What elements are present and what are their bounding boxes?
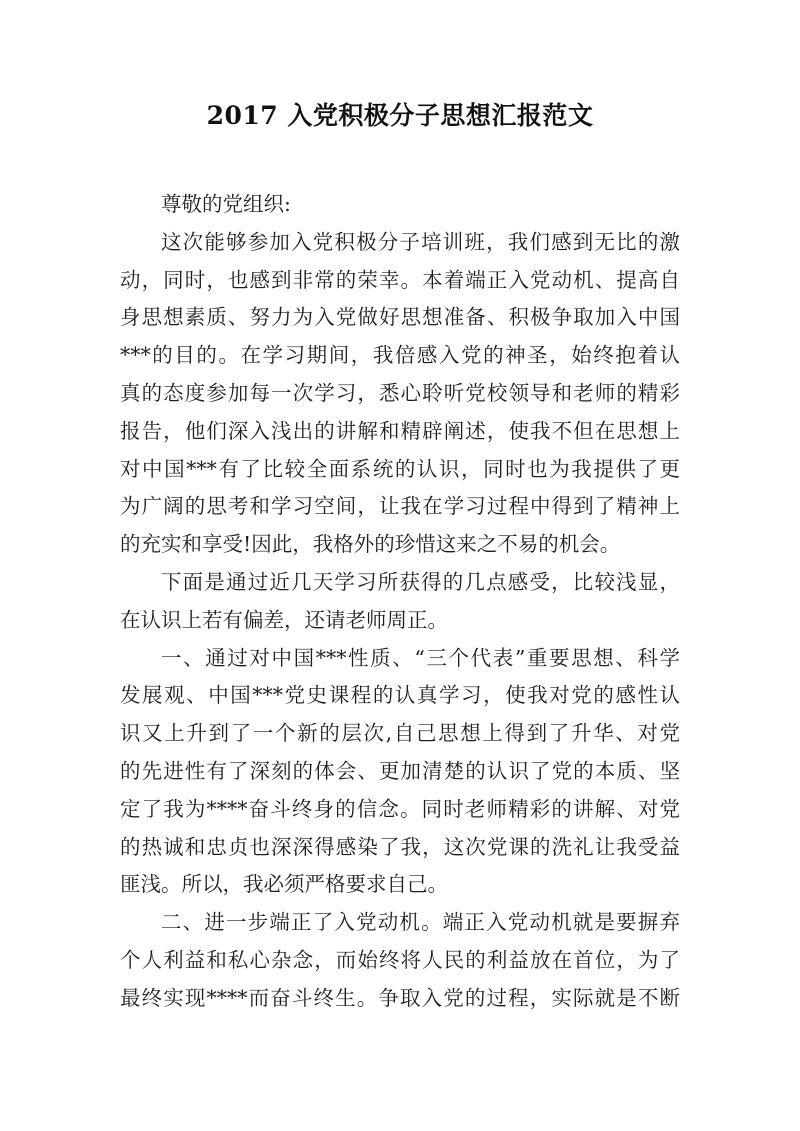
paragraph-line: 在认识上若有偏差，还请老师周正。 (120, 607, 448, 632)
paragraph-line: 这次能够参加入党积极分子培训班，我们感到无比的激 (161, 229, 680, 254)
paragraph-line: 的充实和享受!因此，我格外的珍惜这来之不易的机会。 (120, 532, 621, 557)
paragraph-line: 的先进性有了深刻的体会、更加清楚的认识了党的本质、坚 (120, 758, 680, 783)
document-body (120, 186, 680, 1018)
paragraph-line: 识又上升到了一个新的层次,自己思想上得到了升华、对党 (120, 721, 680, 746)
paragraph-line: 个人利益和私心杂念，而始终将人民的利益放在首位，为了 (120, 947, 680, 972)
paragraph-line: 身思想素质、努力为入党做好思想准备、积极争取加入中国 (120, 305, 680, 330)
paragraph-line: 最终实现****而奋斗终生。争取入党的过程，实际就是不断 (120, 985, 680, 1010)
paragraph-line: 为广阔的思考和学习空间，让我在学习过程中得到了精神上 (120, 494, 680, 519)
salutation: 尊敬的党组织: (161, 192, 291, 216)
paragraph-3 (120, 640, 680, 905)
paragraph-line: 报告，他们深入浅出的讲解和精辟阐述，使我不但在思想上 (120, 418, 680, 443)
paragraph-4 (120, 904, 680, 1017)
paragraph-line: ***的目的。在学习期间，我倍感入党的神圣，始终抱着认 (120, 343, 680, 368)
paragraph-1 (120, 224, 680, 564)
paragraph-line: 对中国***有了比较全面系统的认识，同时也为我提供了更 (120, 456, 680, 481)
document-title: 2017 入党积极分子思想汇报范文 (206, 101, 594, 130)
paragraph-line: 二、进一步端正了入党动机。端正入党动机就是要摒弃 (161, 910, 680, 935)
paragraph-2 (120, 564, 680, 640)
paragraph-line: 动，同时，也感到非常的荣幸。本着端正入党动机、提高自 (120, 267, 680, 292)
paragraph-line: 下面是通过近几天学习所获得的几点感受，比较浅显， (161, 569, 680, 594)
paragraph-line: 发展观、中国***党史课程的认真学习，使我对党的感性认 (120, 683, 680, 708)
paragraph-line: 真的态度参加每一次学习，悉心聆听党校领导和老师的精彩 (120, 380, 680, 405)
paragraph-line: 一、通过对中国***性质、“三个代表”重要思想、科学 (161, 645, 680, 670)
paragraph-line: 定了我为****奋斗终身的信念。同时老师精彩的讲解、对党 (120, 796, 680, 821)
paragraph-line: 匪浅。所以，我必须严格要求自己。 (120, 872, 448, 897)
paragraph-line: 的热诚和忠贞也深深得感染了我，这次党课的洗礼让我受益 (120, 834, 680, 859)
